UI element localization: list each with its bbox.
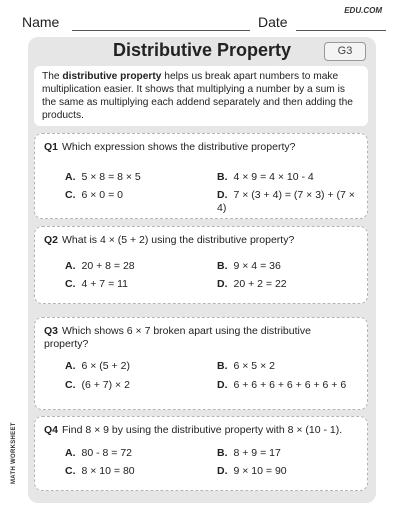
option-text: 4 × 9 = 4 × 10 - 4 bbox=[233, 171, 314, 183]
option-text: 9 × 10 = 90 bbox=[233, 465, 287, 477]
option-text: 80 - 8 = 72 bbox=[81, 447, 132, 459]
option-text: 6 × (5 + 2) bbox=[81, 360, 130, 372]
question-card-3 bbox=[34, 317, 368, 410]
question-card-1 bbox=[34, 133, 368, 219]
question-prompt: Which expression shows the distributive property? bbox=[62, 141, 296, 153]
option-d[interactable] bbox=[217, 465, 287, 478]
option-letter: B. bbox=[217, 260, 228, 272]
option-letter: C. bbox=[65, 189, 76, 201]
question-text bbox=[44, 141, 354, 154]
option-c[interactable] bbox=[65, 379, 130, 392]
intro-bold-term: distributive property bbox=[62, 71, 162, 82]
grade-badge: G3 bbox=[324, 42, 366, 61]
question-number: Q3 bbox=[44, 325, 59, 337]
option-letter: C. bbox=[65, 379, 76, 391]
date-line bbox=[296, 30, 386, 31]
option-d[interactable] bbox=[217, 379, 357, 392]
option-text: (6 + 7) × 2 bbox=[81, 379, 130, 391]
intro-text-1: The bbox=[42, 71, 63, 82]
option-text: 4 + 7 = 11 bbox=[81, 278, 129, 290]
option-c[interactable] bbox=[65, 465, 135, 478]
option-letter: C. bbox=[65, 278, 76, 290]
option-c[interactable] bbox=[65, 278, 128, 291]
question-number: Q2 bbox=[44, 234, 59, 246]
date-label: Date bbox=[258, 14, 288, 30]
option-b[interactable] bbox=[217, 447, 281, 460]
option-letter: B. bbox=[217, 171, 228, 183]
question-number: Q4 bbox=[44, 424, 59, 436]
option-d[interactable] bbox=[217, 278, 287, 291]
option-a[interactable] bbox=[65, 447, 132, 460]
option-b[interactable] bbox=[217, 360, 275, 373]
option-d[interactable] bbox=[217, 189, 362, 215]
option-text: 8 × 10 = 80 bbox=[81, 465, 135, 477]
option-text: 20 + 8 = 28 bbox=[81, 260, 135, 272]
question-prompt: Find 8 × 9 by using the distributive property with 8 × (10 - 1). bbox=[62, 424, 343, 436]
question-text bbox=[44, 325, 354, 351]
option-letter: D. bbox=[217, 189, 228, 201]
side-label: MATH WORKSHEET bbox=[11, 422, 17, 484]
title-bar bbox=[28, 37, 376, 65]
option-text: 9 × 4 = 36 bbox=[233, 260, 281, 272]
option-letter: A. bbox=[65, 171, 76, 183]
option-letter: B. bbox=[217, 447, 228, 459]
question-card-2 bbox=[34, 226, 368, 304]
question-number: Q1 bbox=[44, 141, 59, 153]
worksheet-panel bbox=[28, 37, 376, 503]
name-date-row bbox=[22, 14, 382, 32]
option-b[interactable] bbox=[217, 171, 314, 184]
option-letter: A. bbox=[65, 447, 76, 459]
intro-text-2: helps us break apart numbers to make multiplication easier. It shows that multiplying a number by a sum is the same as multiplying each addend separately and then adding the products. bbox=[42, 71, 353, 121]
option-letter: A. bbox=[65, 260, 76, 272]
option-letter: D. bbox=[217, 465, 228, 477]
option-a[interactable] bbox=[65, 260, 135, 273]
brand-logo: EDU.COM bbox=[344, 6, 382, 15]
question-card-4 bbox=[34, 416, 368, 491]
option-text: 7 × (3 + 4) = (7 × 3) + (7 × 4) bbox=[217, 189, 355, 214]
option-letter: C. bbox=[65, 465, 76, 477]
name-label: Name bbox=[22, 14, 60, 30]
question-prompt: Which shows 6 × 7 broken apart using the distributive property? bbox=[44, 325, 311, 350]
option-letter: A. bbox=[65, 360, 76, 372]
option-letter: D. bbox=[217, 278, 228, 290]
option-a[interactable] bbox=[65, 360, 130, 373]
question-prompt: What is 4 × (5 + 2) using the distributive property? bbox=[62, 234, 295, 246]
option-c[interactable] bbox=[65, 189, 123, 202]
option-letter: B. bbox=[217, 360, 228, 372]
name-line bbox=[72, 30, 250, 31]
option-text: 8 + 9 = 17 bbox=[233, 447, 281, 459]
option-text: 6 + 6 + 6 + 6 + 6 + 6 + 6 bbox=[233, 379, 347, 391]
option-letter: D. bbox=[217, 379, 228, 391]
intro-paragraph bbox=[34, 66, 368, 126]
question-text bbox=[44, 424, 354, 437]
option-text: 5 × 8 = 8 × 5 bbox=[81, 171, 141, 183]
option-a[interactable] bbox=[65, 171, 141, 184]
page-title: Distributive Property bbox=[112, 40, 292, 60]
option-text: 20 + 2 = 22 bbox=[233, 278, 287, 290]
option-text: 6 × 0 = 0 bbox=[81, 189, 123, 201]
option-b[interactable] bbox=[217, 260, 281, 273]
option-text: 6 × 5 × 2 bbox=[233, 360, 275, 372]
question-text bbox=[44, 234, 354, 247]
